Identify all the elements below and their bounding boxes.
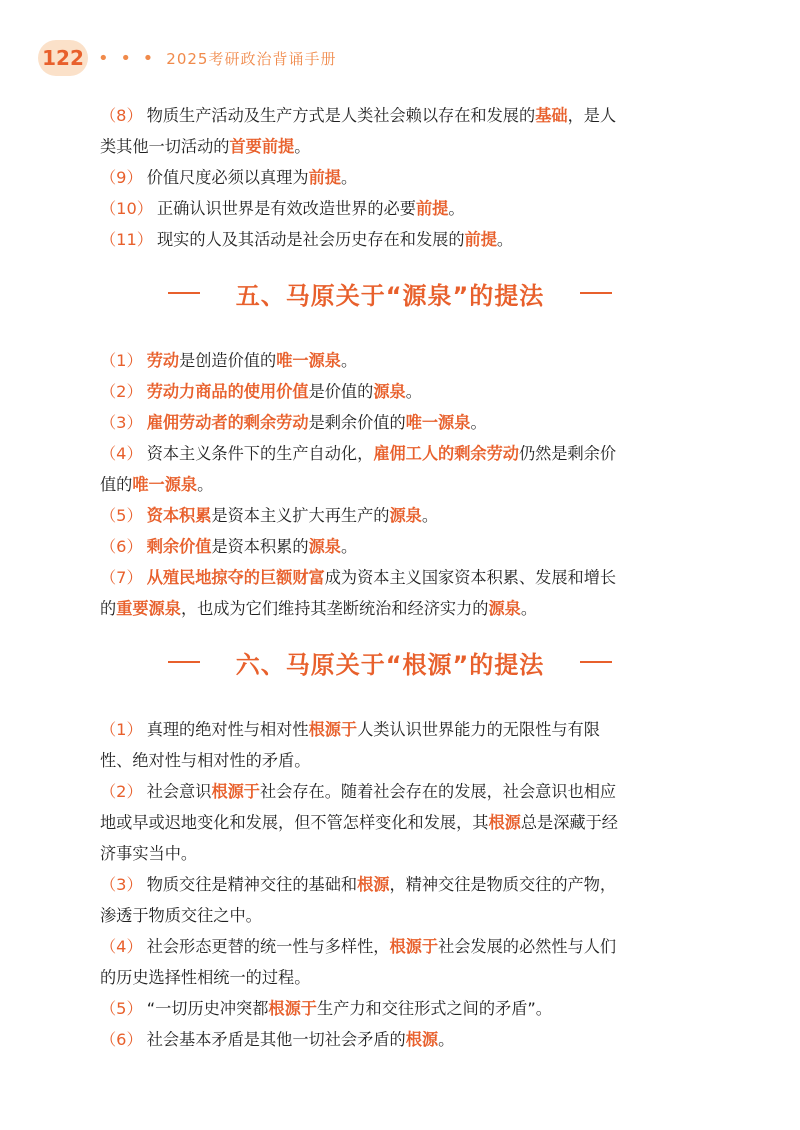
item-number: （11） <box>100 230 153 249</box>
line-text: 。 <box>520 599 538 618</box>
highlight-term: 前提 <box>415 199 449 218</box>
list-line <box>100 469 720 500</box>
line-text: 。 <box>496 230 514 249</box>
line-text: 。 <box>340 168 358 187</box>
highlight-term: 唯一源泉 <box>132 475 198 494</box>
line-text: 地或早或迟地变化和发展，但不管怎样变化和发展，其 <box>100 813 489 832</box>
highlight-term: 资本积累 <box>146 506 212 525</box>
line-text: 。 <box>448 199 465 218</box>
section-5-title: 五、马原关于“源泉”的提法 <box>235 281 545 310</box>
highlight-term: 剩余价值 <box>146 537 212 556</box>
item-number: （10） <box>100 199 153 218</box>
item-number: （1） <box>100 720 143 739</box>
page-number-badge: 122 <box>38 40 88 76</box>
page-content <box>100 100 720 1055</box>
line-text: 资本主义条件下的生产自动化， <box>146 444 374 463</box>
line-text: 仍然是剩余价 <box>519 444 617 463</box>
highlight-term: 源泉 <box>389 506 422 525</box>
line-text: 社会形态更替的统一性与多样性， <box>146 937 390 956</box>
list-line <box>100 869 720 900</box>
list-line <box>100 345 720 376</box>
line-text: ，精神交往是物质交往的产物， <box>389 875 617 894</box>
line-text: 总是深藏于经 <box>520 813 618 832</box>
list-line <box>100 407 720 438</box>
line-text: 社会基本矛盾是其他一切社会矛盾的 <box>146 1030 406 1049</box>
highlight-term: 唯一源泉 <box>405 413 471 432</box>
highlight-term: 源泉 <box>488 599 521 618</box>
item-number: （5） <box>100 506 143 525</box>
highlight-term: 重要源泉 <box>116 599 181 618</box>
line-text: 是创造价值的 <box>179 351 277 370</box>
line-text: 。 <box>294 137 311 156</box>
line-text: 。 <box>340 351 358 370</box>
highlight-term: 源泉 <box>373 382 406 401</box>
item-number: （2） <box>100 782 143 801</box>
section-5-heading <box>60 273 720 313</box>
line-text: 生产力和交往形式之间的矛盾”。 <box>316 999 552 1018</box>
list-line <box>100 1024 720 1055</box>
line-text: 物质交往是精神交往的基础和 <box>146 875 358 894</box>
item-number: （3） <box>100 413 143 432</box>
highlight-term: 首要前提 <box>229 137 295 156</box>
line-text: 。 <box>470 413 487 432</box>
line-text: “一切历史冲突都 <box>146 999 269 1018</box>
line-text: 性、绝对性与相对性的矛盾。 <box>100 751 311 770</box>
section-6-heading <box>60 642 720 682</box>
list-line <box>100 776 720 807</box>
line-text: 。 <box>197 475 214 494</box>
list-line <box>100 807 720 838</box>
list-line <box>100 438 720 469</box>
list-line <box>100 531 720 562</box>
line-text: ，是人 <box>567 106 617 125</box>
list-line <box>100 100 720 131</box>
highlight-term: 源泉 <box>308 537 341 556</box>
list-line <box>100 838 720 869</box>
line-text: 是资本主义扩大再生产的 <box>211 506 390 525</box>
list-line <box>100 224 720 255</box>
line-text: 。 <box>421 506 439 525</box>
highlight-term: 劳动力商品的使用价值 <box>146 382 309 401</box>
line-text: 济事实当中。 <box>100 844 198 863</box>
header-dots: • • • <box>98 47 157 69</box>
list-top <box>100 100 720 255</box>
highlight-term: 雇佣劳动者的剩余劳动 <box>146 413 309 432</box>
highlight-term: 唯一源泉 <box>276 351 341 370</box>
line-text: 值的 <box>100 475 133 494</box>
line-text: 成为资本主义国家资本积累、发展和增长 <box>324 568 617 587</box>
item-number: （1） <box>100 351 143 370</box>
item-number: （9） <box>100 168 143 187</box>
list-line <box>100 931 720 962</box>
line-text: 渗透于物质交往之中。 <box>100 906 262 925</box>
highlight-term: 根源于 <box>268 999 317 1018</box>
line-text: 。 <box>438 1030 455 1049</box>
line-text: 价值尺度必须以真理为 <box>146 168 309 187</box>
highlight-term: 根源于 <box>389 937 439 956</box>
list-line <box>100 376 720 407</box>
highlight-term: 根源 <box>405 1030 439 1049</box>
item-number: （4） <box>100 937 143 956</box>
item-number: （2） <box>100 382 143 401</box>
list-line <box>100 962 720 993</box>
line-text: 真理的绝对性与相对性 <box>146 720 309 739</box>
highlight-term: 前提 <box>464 230 497 249</box>
line-text: 是资本积累的 <box>211 537 309 556</box>
section-5-list <box>100 345 720 624</box>
line-text: 社会存在。随着社会存在的发展，社会意识也相应 <box>260 782 617 801</box>
line-text: 的历史选择性相统一的过程。 <box>100 968 311 987</box>
page-header <box>38 40 336 76</box>
item-number: （7） <box>100 568 143 587</box>
line-text: 社会意识 <box>146 782 212 801</box>
line-text: 。 <box>405 382 422 401</box>
book-title: 2025考研政治背诵手册 <box>166 49 337 68</box>
list-line <box>100 500 720 531</box>
list-line <box>100 162 720 193</box>
line-text: 现实的人及其活动是社会历史存在和发展的 <box>156 230 465 249</box>
item-number: （6） <box>100 537 143 556</box>
highlight-term: 从殖民地掠夺的巨额财富 <box>146 568 325 587</box>
highlight-term: 根源 <box>357 875 390 894</box>
item-number: （3） <box>100 875 143 894</box>
highlight-term: 劳动 <box>146 351 180 370</box>
line-text: 是剩余价值的 <box>308 413 406 432</box>
highlight-term: 根源于 <box>211 782 260 801</box>
line-text: 物质生产活动及生产方式是人类社会赖以存在和发展的 <box>146 106 536 125</box>
line-text: 是价值的 <box>308 382 374 401</box>
line-text: 人类认识世界能力的无限性与有限 <box>357 720 600 739</box>
list-line <box>100 193 720 224</box>
list-line <box>100 593 720 624</box>
highlight-term: 雇佣工人的剩余劳动 <box>373 444 519 463</box>
heading-dash-left <box>168 292 200 294</box>
section-6-title: 六、马原关于“根源”的提法 <box>235 650 545 679</box>
list-line <box>100 993 720 1024</box>
highlight-term: 根源于 <box>308 720 358 739</box>
line-text: 社会发展的必然性与人们 <box>438 937 617 956</box>
line-text: 正确认识世界是有效改造世界的必要 <box>156 199 416 218</box>
list-line <box>100 714 720 745</box>
list-line <box>100 745 720 776</box>
item-number: （6） <box>100 1030 143 1049</box>
heading-dash-right <box>580 292 612 294</box>
item-number: （8） <box>100 106 143 125</box>
highlight-term: 根源 <box>488 813 521 832</box>
line-text: ，也成为它们维持其垄断统治和经济实力的 <box>180 599 489 618</box>
list-line <box>100 900 720 931</box>
line-text: 。 <box>340 537 358 556</box>
section-6-list <box>100 714 720 1055</box>
highlight-term: 前提 <box>308 168 341 187</box>
line-text: 的 <box>100 599 117 618</box>
heading-dash-right <box>580 661 612 663</box>
item-number: （4） <box>100 444 143 463</box>
line-text: 类其他一切活动的 <box>100 137 230 156</box>
highlight-term: 基础 <box>535 106 568 125</box>
heading-dash-left <box>168 661 200 663</box>
item-number: （5） <box>100 999 143 1018</box>
list-line <box>100 562 720 593</box>
list-line <box>100 131 720 162</box>
